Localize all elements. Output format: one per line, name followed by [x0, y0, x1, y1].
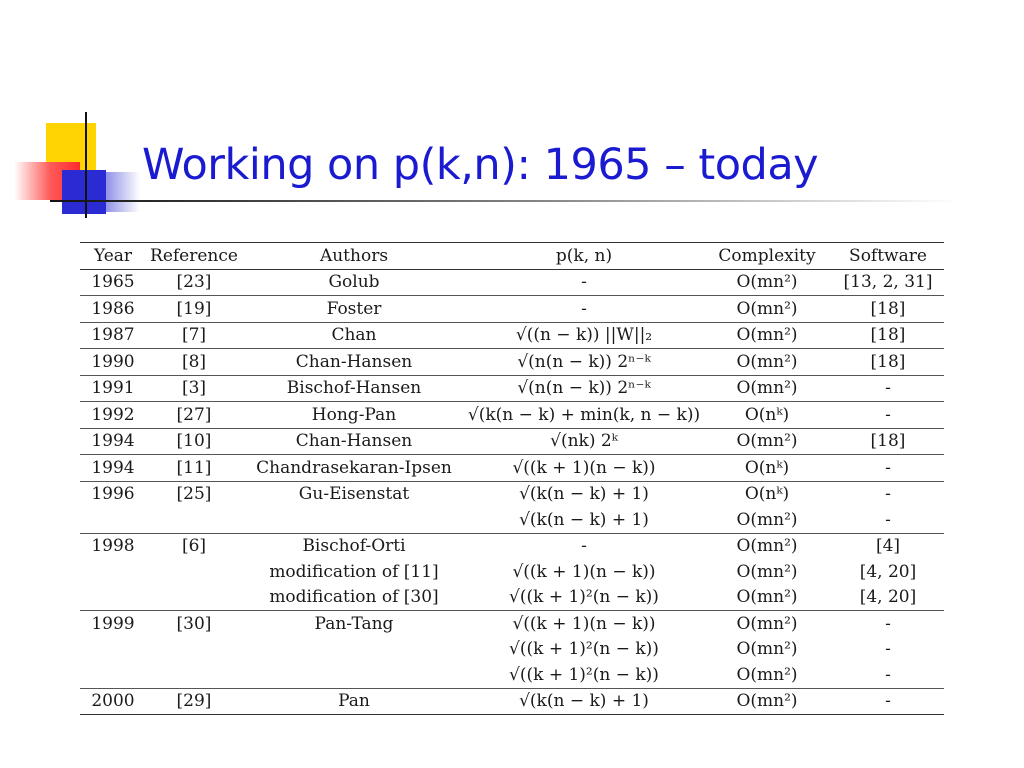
authors-cell: Chan [242, 322, 466, 349]
table-row [80, 349, 944, 376]
reference-cell [146, 637, 242, 663]
column-header: p(k, n) [466, 243, 702, 270]
reference-cell: [3] [146, 375, 242, 402]
authors-cell: Golub [242, 269, 466, 296]
bound-cell: √((k + 1)(n − k)) [466, 611, 702, 637]
bound-cell: √(k(n − k) + 1) [466, 688, 702, 715]
year-cell: 1990 [80, 349, 146, 376]
table-row [80, 507, 944, 533]
reference-cell [146, 507, 242, 533]
complexity-cell: O(mn²) [736, 664, 798, 685]
complexity-cell: O(mn²) [702, 428, 832, 455]
complexity-cell: O(mn²) [702, 349, 832, 376]
authors-cell: modification of [11] [269, 561, 439, 582]
authors-cell: Pan [242, 688, 466, 715]
year-cell: 1991 [80, 375, 146, 402]
reference-cell: [11] [146, 455, 242, 482]
authors-cell: Chan-Hansen [242, 428, 466, 455]
authors-cell: Bischof-Orti [242, 533, 466, 559]
reference-cell [146, 662, 242, 688]
bound-cell: √((n − k)) ||W||₂ [466, 322, 702, 349]
table-row [80, 322, 944, 349]
reference-cell: [27] [146, 402, 242, 429]
year-cell: 1994 [80, 455, 146, 482]
bound-cell: √((k + 1)²(n − k)) [509, 639, 659, 660]
authors-cell: Pan-Tang [242, 611, 466, 637]
reference-cell: [10] [146, 428, 242, 455]
software-cell: - [832, 688, 944, 715]
bound-cell: √(k(n − k) + 1) [519, 509, 649, 530]
reference-cell: [19] [146, 296, 242, 323]
authors-cell: Hong-Pan [242, 402, 466, 429]
complexity-cell: O(mn²) [702, 533, 832, 559]
table-row [80, 428, 944, 455]
year-cell [80, 559, 146, 585]
reference-cell: [8] [146, 349, 242, 376]
authors-cell [242, 637, 466, 663]
bound-cell: √(nk) 2ᵏ [466, 428, 702, 455]
complexity-cell: O(nᵏ) [702, 402, 832, 429]
complexity-cell: O(mn²) [736, 587, 798, 608]
bound-cell: √(n(n − k)) 2ⁿ⁻ᵏ [466, 375, 702, 402]
slide-title: Working on p(k,n): 1965 – today [142, 140, 819, 190]
year-cell [80, 662, 146, 688]
bound-cell: - [466, 296, 702, 323]
table-row [80, 688, 944, 715]
reference-cell [146, 585, 242, 611]
authors-cell: Foster [242, 296, 466, 323]
table-row [80, 611, 944, 637]
history-table [80, 242, 944, 715]
column-header: Reference [146, 243, 242, 270]
column-header: Authors [242, 243, 466, 270]
complexity-cell: O(mn²) [736, 639, 798, 660]
year-cell [80, 507, 146, 533]
authors-cell [242, 507, 466, 533]
software-cell: - [885, 639, 891, 660]
software-cell: - [832, 611, 944, 637]
reference-cell: [6] [146, 533, 242, 559]
year-cell [80, 585, 146, 611]
table-row [80, 402, 944, 429]
software-cell: [18] [832, 349, 944, 376]
reference-cell: [29] [146, 688, 242, 715]
year-cell: 1994 [80, 428, 146, 455]
bound-cell: √((k + 1)²(n − k)) [509, 664, 659, 685]
table-row [80, 637, 944, 663]
reference-cell: [25] [146, 481, 242, 507]
table-row [80, 559, 944, 585]
authors-cell: Chan-Hansen [242, 349, 466, 376]
year-cell: 2000 [80, 688, 146, 715]
complexity-cell: O(mn²) [736, 561, 798, 582]
table-body [80, 269, 944, 715]
column-header: Complexity [702, 243, 832, 270]
table-row [80, 585, 944, 611]
column-header: Software [832, 243, 944, 270]
complexity-cell: O(mn²) [702, 611, 832, 637]
table-row [80, 662, 944, 688]
authors-cell: modification of [30] [269, 587, 439, 608]
software-cell: - [832, 455, 944, 482]
decor-blue-glow [104, 172, 140, 212]
decor-blue-square [62, 170, 106, 214]
reference-cell: [30] [146, 611, 242, 637]
software-cell: - [885, 664, 891, 685]
table-row [80, 269, 944, 296]
complexity-cell: O(mn²) [702, 375, 832, 402]
software-cell: [4, 20] [859, 587, 917, 608]
bound-cell: - [466, 269, 702, 296]
authors-cell: Bischof-Hansen [242, 375, 466, 402]
software-cell: [13, 2, 31] [832, 269, 944, 296]
software-cell: - [885, 509, 891, 530]
table-row [80, 533, 944, 559]
authors-cell [242, 662, 466, 688]
software-cell: [18] [832, 296, 944, 323]
reference-cell: [7] [146, 322, 242, 349]
decor-vertical-line [85, 112, 87, 218]
complexity-cell: O(mn²) [702, 322, 832, 349]
complexity-cell: O(mn²) [702, 688, 832, 715]
bound-cell: √((k + 1)²(n − k)) [509, 587, 659, 608]
reference-cell: [23] [146, 269, 242, 296]
year-cell: 1986 [80, 296, 146, 323]
year-cell: 1998 [80, 533, 146, 559]
authors-cell: Chandrasekaran-Ipsen [242, 455, 466, 482]
table-row [80, 481, 944, 507]
bound-cell: √((k + 1)(n − k)) [466, 455, 702, 482]
year-cell: 1999 [80, 611, 146, 637]
complexity-cell: O(nᵏ) [702, 455, 832, 482]
authors-cell: Gu-Eisenstat [242, 481, 466, 507]
complexity-cell: O(nᵏ) [702, 481, 832, 507]
year-cell: 1996 [80, 481, 146, 507]
title-underline [50, 200, 960, 202]
software-cell: - [832, 402, 944, 429]
reference-cell [146, 559, 242, 585]
year-cell: 1987 [80, 322, 146, 349]
column-header: Year [80, 243, 146, 270]
software-cell: - [832, 481, 944, 507]
complexity-cell: O(mn²) [736, 509, 798, 530]
complexity-cell: O(mn²) [702, 296, 832, 323]
bound-cell: - [466, 533, 702, 559]
bound-cell: √((k + 1)(n − k)) [512, 561, 656, 582]
software-cell: [4] [832, 533, 944, 559]
table-row [80, 375, 944, 402]
year-cell: 1992 [80, 402, 146, 429]
bound-cell: √(k(n − k) + min(k, n − k)) [466, 402, 702, 429]
bound-cell: √(n(n − k)) 2ⁿ⁻ᵏ [466, 349, 702, 376]
software-cell: [18] [832, 428, 944, 455]
bound-cell: √(k(n − k) + 1) [466, 481, 702, 507]
table-row [80, 455, 944, 482]
software-cell: - [832, 375, 944, 402]
complexity-cell: O(mn²) [702, 269, 832, 296]
table-header-row [80, 243, 944, 270]
year-cell: 1965 [80, 269, 146, 296]
software-cell: [4, 20] [859, 561, 917, 582]
table-row [80, 296, 944, 323]
software-cell: [18] [832, 322, 944, 349]
year-cell [80, 637, 146, 663]
